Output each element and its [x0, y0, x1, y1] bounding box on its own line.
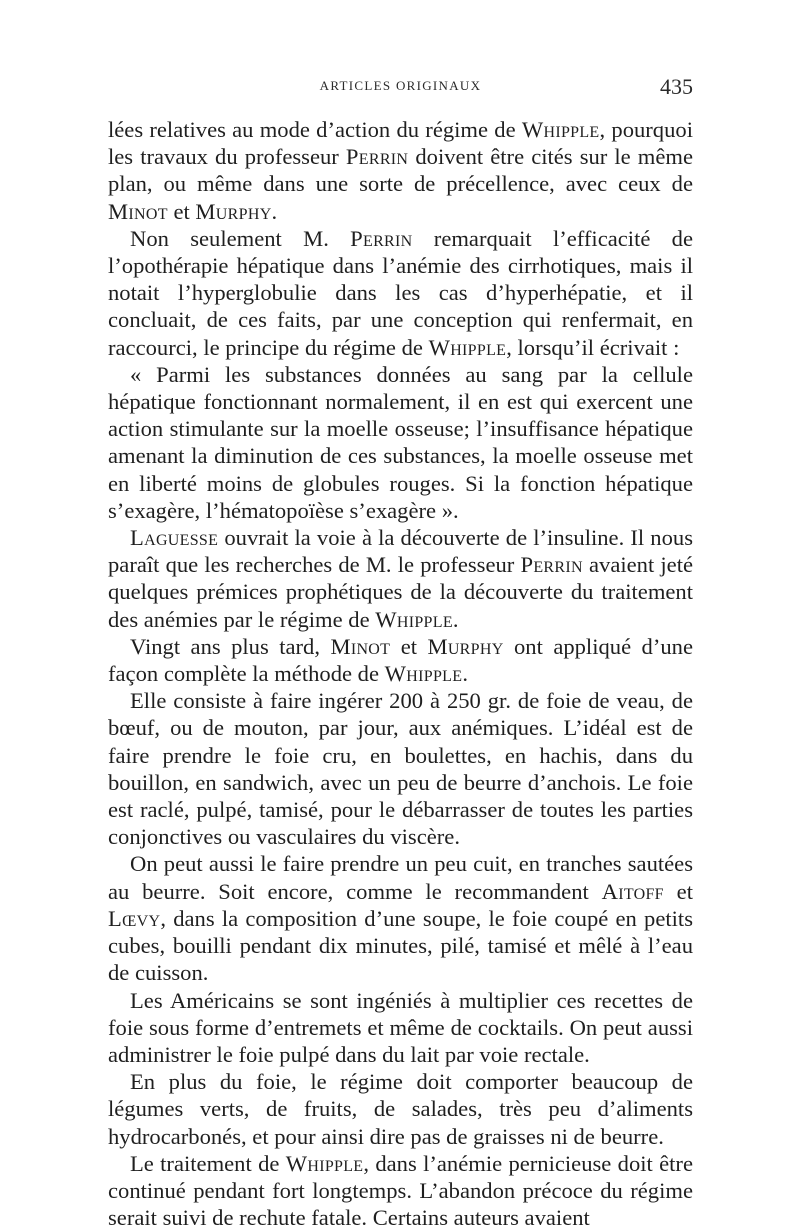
text-run: avaient jeté quelques prémices prophétiques de la découverte du traitement des anémies par le régime de [108, 552, 694, 632]
paragraph [108, 361, 693, 524]
paragraph [108, 687, 693, 850]
article-body [108, 116, 693, 1231]
text-run: . [452, 606, 459, 632]
text-run: remarquait l’efficacité de l’opothérapie hépatique dans l’anémie des cirrhotiques, mais il notait l’hyperglobulie dans les cas d’hyperhépatie, et il concluait, de ces faits, par une conception qui renfermait, en raccourci, le principe du régime de [108, 225, 693, 360]
text-run: , dans la composition d’une soupe, le foie coupé en petits cubes, bouilli pendant dix minutes, pilé, tamisé et mêlé à l’eau de cuisson. [108, 905, 693, 986]
author-name: Laguesse [130, 525, 219, 551]
running-title: ARTICLES ORIGINAUX [319, 78, 482, 93]
text-run: ont appliqué d’une façon complète la méthode de [108, 633, 693, 687]
text-run: lées relatives au mode d’action du régime de [108, 117, 522, 142]
author-name: Aitoff [601, 878, 664, 904]
text-run: . [462, 661, 468, 687]
text-run: On peut aussi le faire prendre un peu cuit, en tranches sautées au beurre. Soit encore, comme le recommandent [108, 851, 693, 904]
text-run: Non seulement M. [130, 225, 351, 251]
page-number: 435 [660, 74, 693, 99]
text-run: Le traitement de [130, 1150, 286, 1176]
paragraph [108, 1068, 693, 1150]
author-name: Whipple [521, 117, 600, 142]
page-header [108, 74, 693, 102]
author-name: Perrin [345, 144, 409, 170]
text-run: et [663, 878, 693, 904]
author-name: Whipple [285, 1150, 364, 1176]
paragraph [108, 524, 693, 633]
text-run: En plus du foie, le régime doit comporter beaucoup de légumes verts, de fruits, de salades, très peu d’aliments hydrocarbonés, et pour ainsi dire pas de graisses ni de beurre. [108, 1069, 693, 1149]
text-run: ouvrait la voie à la découverte de l’insuline. Il nous paraît que les recherches de M. le professeur [108, 525, 693, 578]
author-name: Murphy [427, 633, 504, 659]
text-run: et [167, 198, 196, 224]
author-name: Perrin [520, 552, 583, 578]
text-run: . [271, 198, 278, 224]
paragraph [108, 633, 693, 687]
paragraph [108, 850, 693, 986]
author-name: Minot [330, 633, 391, 659]
author-name: Whipple [428, 334, 507, 360]
paragraph [108, 116, 693, 225]
text-run: , lorsqu’il écrivait : [506, 334, 680, 360]
text-run: « Parmi les substances données au sang par la cellule hépatique fonctionnant normalement, il en est qui exercent une action stimulante sur la moelle osseuse; l’insuffisance hépatique amenant la diminution de ces substances, la moelle osseuse met en liberté moins de globules rouges. Si la fonction hépatique s’exagère, l’hématopoïèse s’exagère ». [108, 361, 693, 523]
text-run: Vingt ans plus tard, [130, 633, 331, 659]
text-run: , pourquoi les travaux du professeur [108, 117, 693, 170]
author-name: Perrin [350, 225, 413, 251]
author-name: Whipple [384, 661, 463, 687]
author-name: Murphy [195, 198, 272, 224]
author-name: Minot [108, 198, 168, 224]
text-run: doivent être cités sur le même plan, ou même dans une sorte de précellence, avec ceux de [108, 144, 694, 197]
author-name: Whipple [375, 606, 453, 632]
paragraph [108, 225, 693, 361]
text-run: Elle consiste à faire ingérer 200 à 250 gr. de foie de veau, de bœuf, ou de mouton, par jour, aux anémiques. L’idéal est de faire prendre le foie cru, en boulettes, en hachis, dans du bouillon, en sandwich, avec un peu de beurre d’anchois. Le foie est raclé, pulpé, tamisé, pour le débarrasser de toutes les parties conjonctives ou vasculaires du viscère. [108, 688, 693, 850]
text-run: , dans l’anémie pernicieuse doit être continué pendant fort longtemps. L’abandon précoce du régime serait suivi de rechute fatale. Certains auteurs avaient [108, 1150, 693, 1231]
author-name: Lœvy [108, 905, 161, 931]
text-run: Les Américains se sont ingéniés à multiplier ces recettes de foie sous forme d’entremets et même de cocktails. On peut aussi administrer le foie pulpé dans du lait par voie rectale. [108, 987, 693, 1067]
paragraph [108, 1150, 693, 1231]
paragraph [108, 987, 693, 1069]
text-run: et [390, 633, 428, 659]
